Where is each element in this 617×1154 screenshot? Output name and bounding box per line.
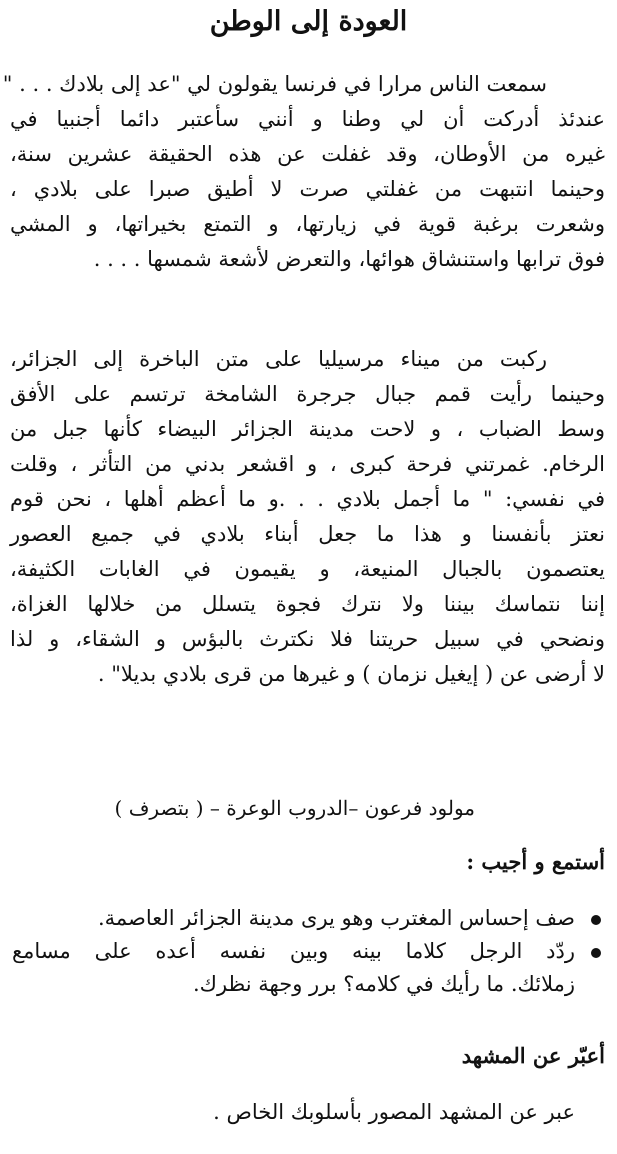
bullet-icon xyxy=(591,948,601,958)
paragraph-2-line: ونضحي في سبيل حريتنا فلا نكترث بالبؤس و الشقاء، و لذا xyxy=(10,627,605,651)
paragraph-2-line: وحينما رأيت قمم جبال جرجرة الشامخة ترتسم على الأفق xyxy=(10,382,605,406)
paragraph-1-line: سمعت الناس مرارا في فرنسا يقولون لي "عد إلى بلادك . . . " xyxy=(2,72,547,96)
paragraph-1-line: غيره من الأوطان، وقد غفلت عن هذه الحقيقة عشرين سنة، xyxy=(10,142,605,166)
question-text: ردّد الرجل كلاما بينه وبين نفسه أعده على مسامع xyxy=(12,939,575,963)
paragraph-1-line: وحينما انتبهت من غفلتي صرت لا أطيق صبرا على بلادي ، xyxy=(10,177,605,201)
paragraph-1-line: فوق ترابها واستنشاق هوائها، والتعرض لأشعة شمسها . . . . xyxy=(93,247,605,271)
paragraph-1 xyxy=(2,67,605,277)
section-heading-listen-answer: أستمع و أجيب : xyxy=(466,849,605,874)
question-text: صف إحساس المغترب وهو يرى مدينة الجزائر العاصمة. xyxy=(97,906,575,930)
question-list xyxy=(12,902,605,1001)
paragraph-2-line: وسط الضباب ، و لاحت مدينة الجزائر البيضاء كأنها جبل من xyxy=(10,417,605,441)
paragraph-2 xyxy=(10,342,605,692)
source-citation: مولود فرعون –الدروب الوعرة – ( بتصرف ) xyxy=(114,796,475,820)
paragraph-2-line: الرخام. غمرتني فرحة كبرى ، و اقشعر بدني من التأثر ، وقلت xyxy=(10,452,605,476)
paragraph-2-line: إننا نتماسك بيننا ولا نترك فجوة يتسلل من خلالها الغزاة، xyxy=(10,592,605,616)
question-item xyxy=(12,902,605,935)
paragraph-2-line: نعتز بأنفسنا و هذا ما جعل أبناء بلادي في جميع العصور xyxy=(10,522,605,546)
question-text: زملائك. ما رأيك في كلامه؟ برر وجهة نظرك. xyxy=(192,972,575,996)
paragraph-2-line: لا أرضى عن ( إيغيل نزمان ) و غيرها من قرى بلادي بديلا" . xyxy=(97,662,605,686)
bullet-icon xyxy=(591,915,601,925)
section-heading-express-scene: أعبّر عن المشهد xyxy=(461,1043,605,1068)
page-title: العودة إلى الوطن xyxy=(209,6,408,37)
paragraph-2-line: يعتصمون بالجبال المنيعة، و يقيمون في الغابات الكثيفة، xyxy=(10,557,605,581)
paragraph-1-line: عندئذ أدركت أن لي وطنا و أنني سأعتبر دائما أجنبيا في xyxy=(10,107,605,131)
paragraph-2-line: ركبت من ميناء مرسيليا على متن الباخرة إلى الجزائر، xyxy=(10,347,547,371)
paragraph-2-line: في نفسي: " ما أجمل بلادي . . .و ما أعظم أهلها ، نحن قوم xyxy=(10,487,605,511)
paragraph-1-line: وشعرت برغبة قوية في زيارتها، و التمتع بخيراتها، و المشي xyxy=(10,212,605,236)
express-scene-instruction: عبر عن المشهد المصور بأسلوبك الخاص . xyxy=(213,1100,575,1124)
question-item xyxy=(12,935,605,1001)
